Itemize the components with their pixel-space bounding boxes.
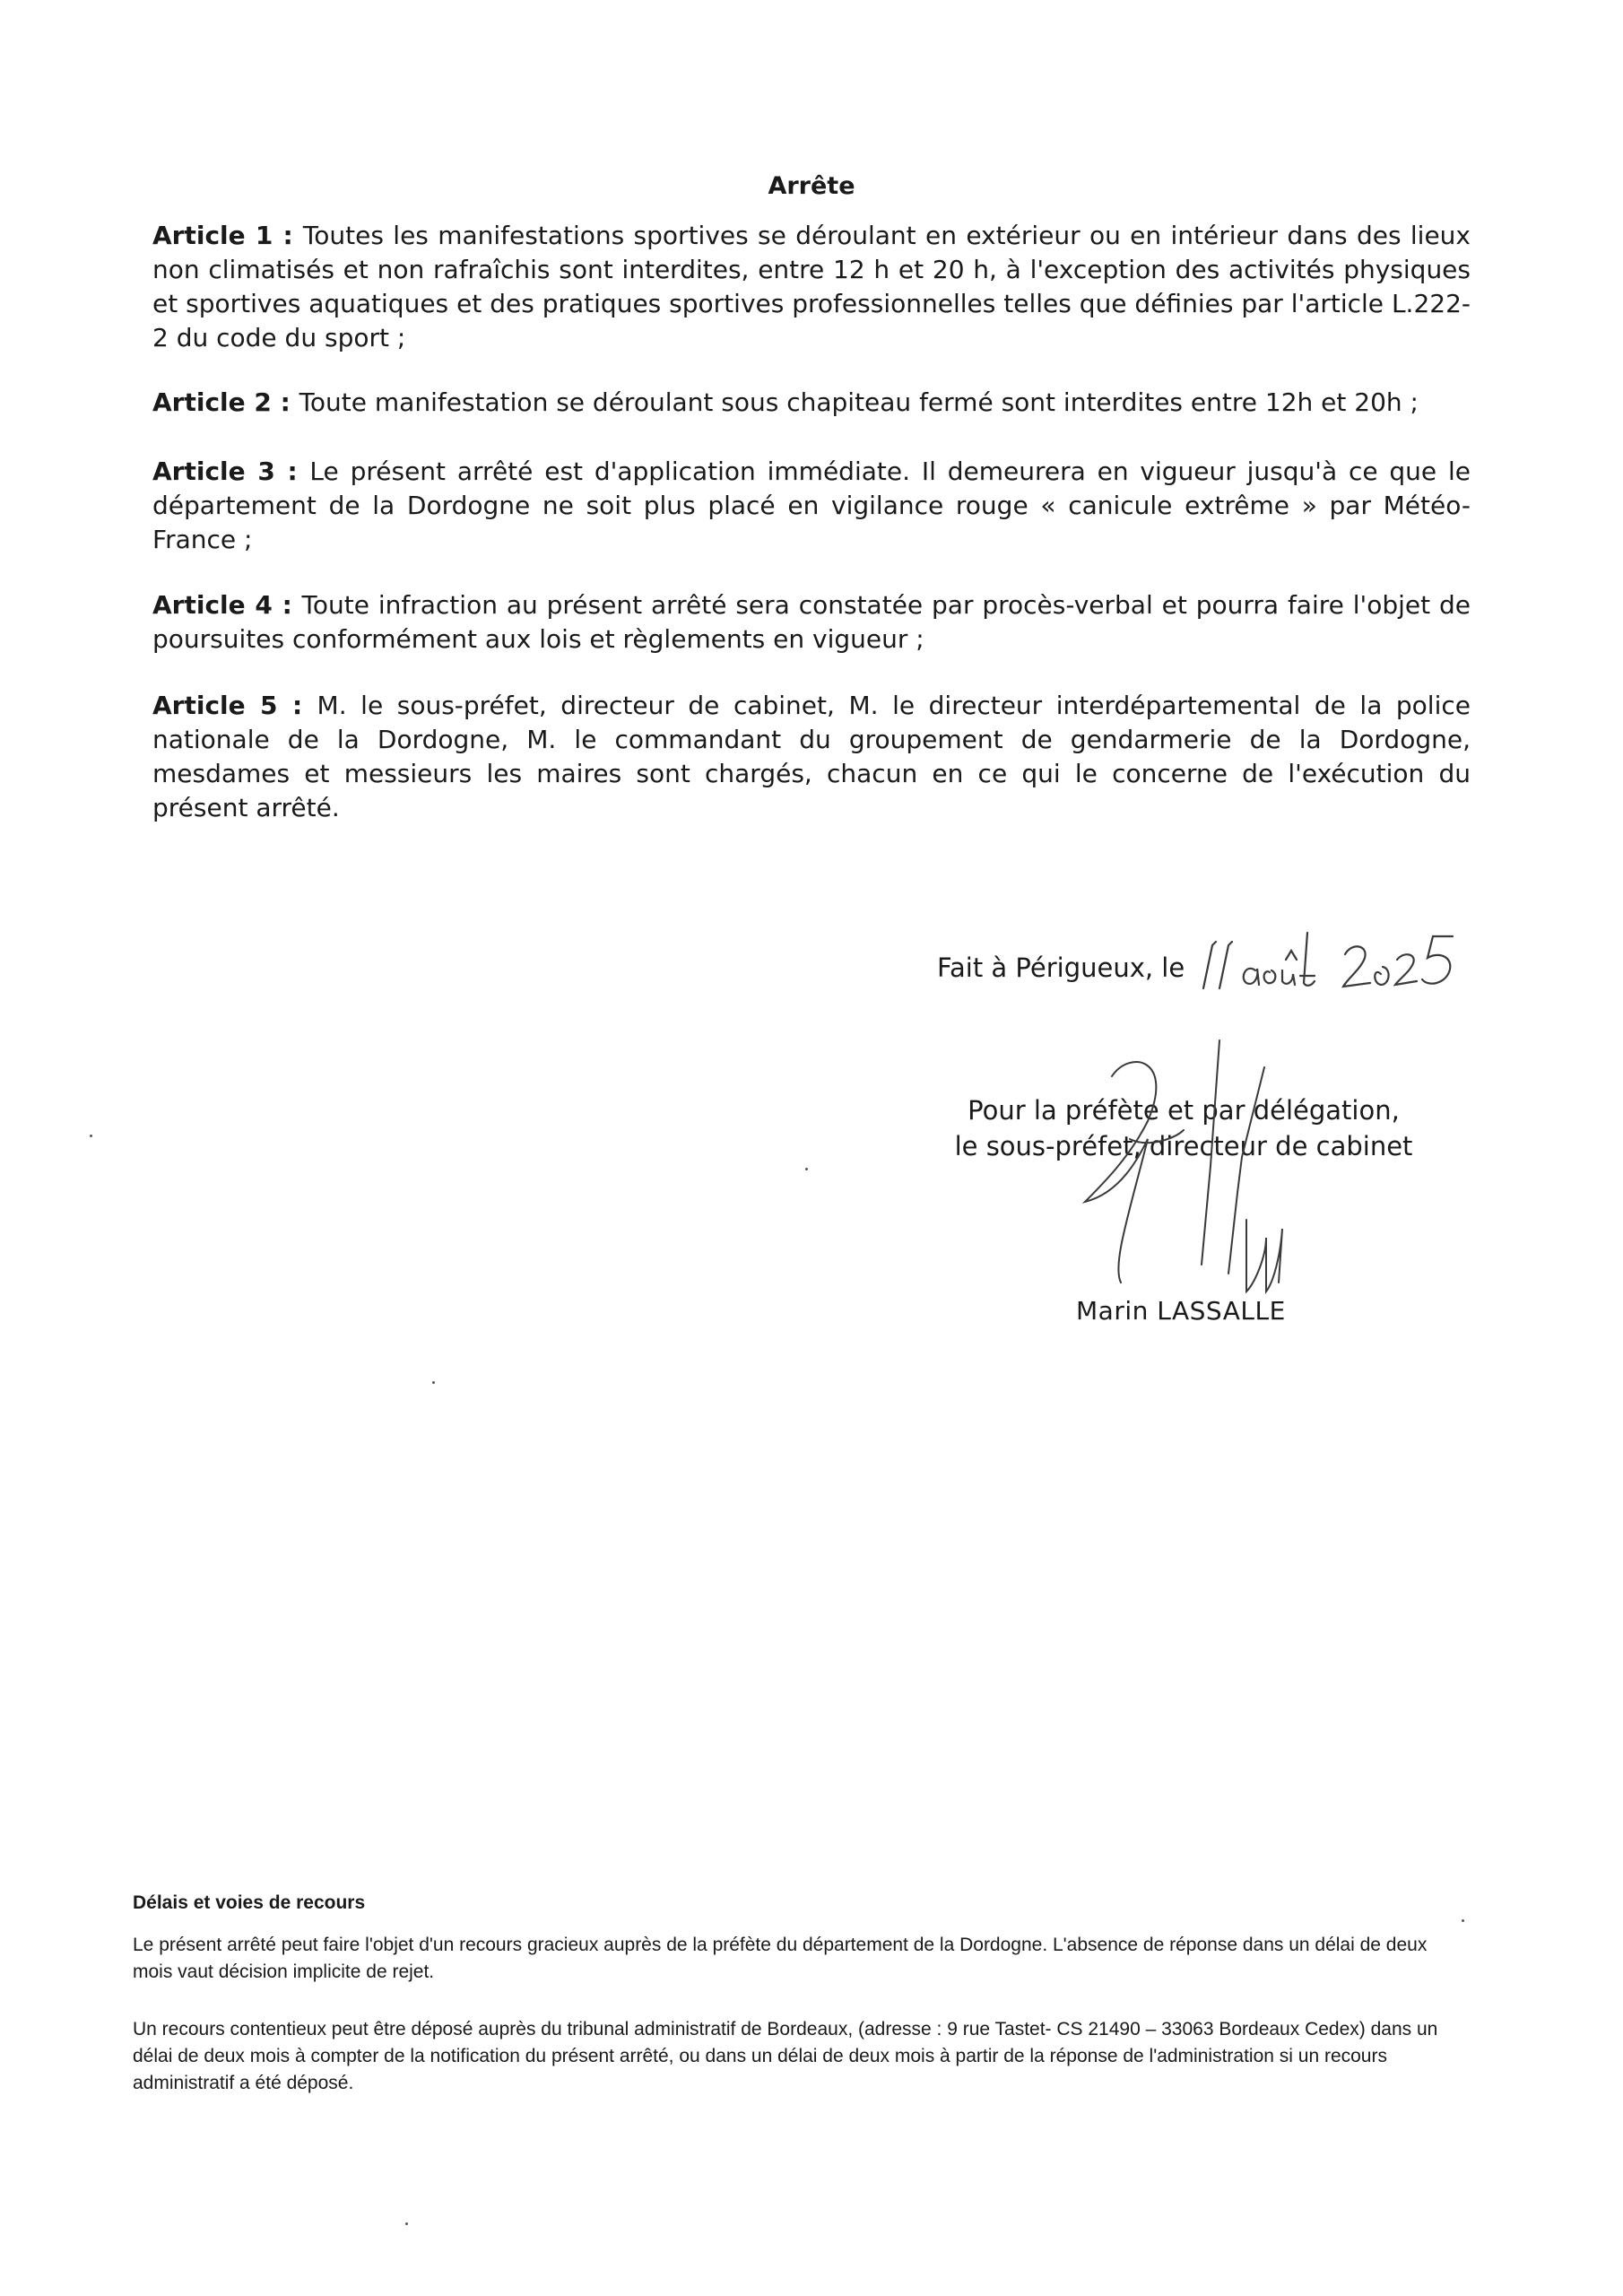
article-4 bbox=[152, 588, 1471, 657]
scan-speck bbox=[90, 1135, 92, 1137]
article-1 bbox=[152, 219, 1471, 355]
recours-title: Délais et voies de recours bbox=[133, 1892, 366, 1913]
article-3 bbox=[152, 455, 1471, 557]
recours-paragraph-1: Le présent arrêté peut faire l'objet d'un recours gracieux auprès de la préfète du département de la Dordogne. L'absence de réponse dans un délai de deux mois vaut décision implicite de rejet. bbox=[133, 1935, 1428, 1982]
article-text: M. le sous-préfet, directeur de cabinet, M. le directeur interdépartemental de la police nationale de la Dordogne, M. le commandant du groupement de gendarmerie de la Dordogne, mesdames et messieurs les maires sont chargés, chacun en ce qui le concerne de l'exécution du présent arrêté. bbox=[152, 691, 1471, 822]
article-label: Article 2 : bbox=[152, 387, 291, 417]
signature-place: Fait à Périgueux, le bbox=[937, 952, 1185, 983]
article-text: Toute infraction au présent arrêté sera constatée par procès-verbal et pourra faire l'objet de poursuites conformément aux lois et règlements en vigueur ; bbox=[152, 590, 1471, 654]
scan-speck bbox=[432, 1381, 435, 1384]
scan-speck bbox=[405, 2222, 408, 2225]
article-label: Article 1 : bbox=[152, 221, 293, 250]
article-text: Le présent arrêté est d'application immédiate. Il demeurera en vigueur jusqu'à ce que le département de la Dordogne ne soit plus placé en vigilance rouge « canicule extrême » par Météo-France ; bbox=[152, 457, 1471, 554]
article-text: Toutes les manifestations sportives se déroulant en extérieur ou en intérieur dans des lieux non climatisés et non rafraîchis sont interdites, entre 12 h et 20 h, à l'exception des activités physiques et sportives aquatiques et des pratiques sportives professionnelles telles que définies par l'article L.222-2 du code du sport ; bbox=[152, 221, 1471, 352]
article-label: Article 4 : bbox=[152, 590, 292, 620]
delegation-line-2: le sous-préfet, directeur de cabinet bbox=[954, 1131, 1413, 1161]
handwritten-signature bbox=[1031, 1013, 1345, 1309]
scan-speck bbox=[805, 1168, 808, 1170]
recours-paragraph-2: Un recours contentieux peut être déposé auprès du tribunal administratif de Bordeaux, (adresse : 9 rue Tastet- CS 21490 – 33063 Bordeaux Cedex) dans un délai de deux mois à compter de la notification du présent arrêté, ou dans un délai de deux mois à partir de la réponse de l'administration si un recours administratif a été déposé. bbox=[133, 2019, 1438, 2093]
article-label: Article 3 : bbox=[152, 457, 298, 486]
article-2 bbox=[152, 386, 1471, 420]
handwritten-date bbox=[1193, 924, 1497, 996]
article-text: Toute manifestation se déroulant sous chapiteau fermé sont interdites entre 12h et 20h ; bbox=[299, 387, 1419, 417]
signatory-name: Marin LASSALLE bbox=[1076, 1296, 1286, 1326]
scan-speck bbox=[1462, 1919, 1464, 1922]
page-title: Arrête bbox=[768, 172, 855, 200]
delegation-line-1: Pour la préfète et par délégation, bbox=[968, 1095, 1400, 1126]
article-5 bbox=[152, 689, 1471, 825]
article-label: Article 5 : bbox=[152, 691, 303, 720]
